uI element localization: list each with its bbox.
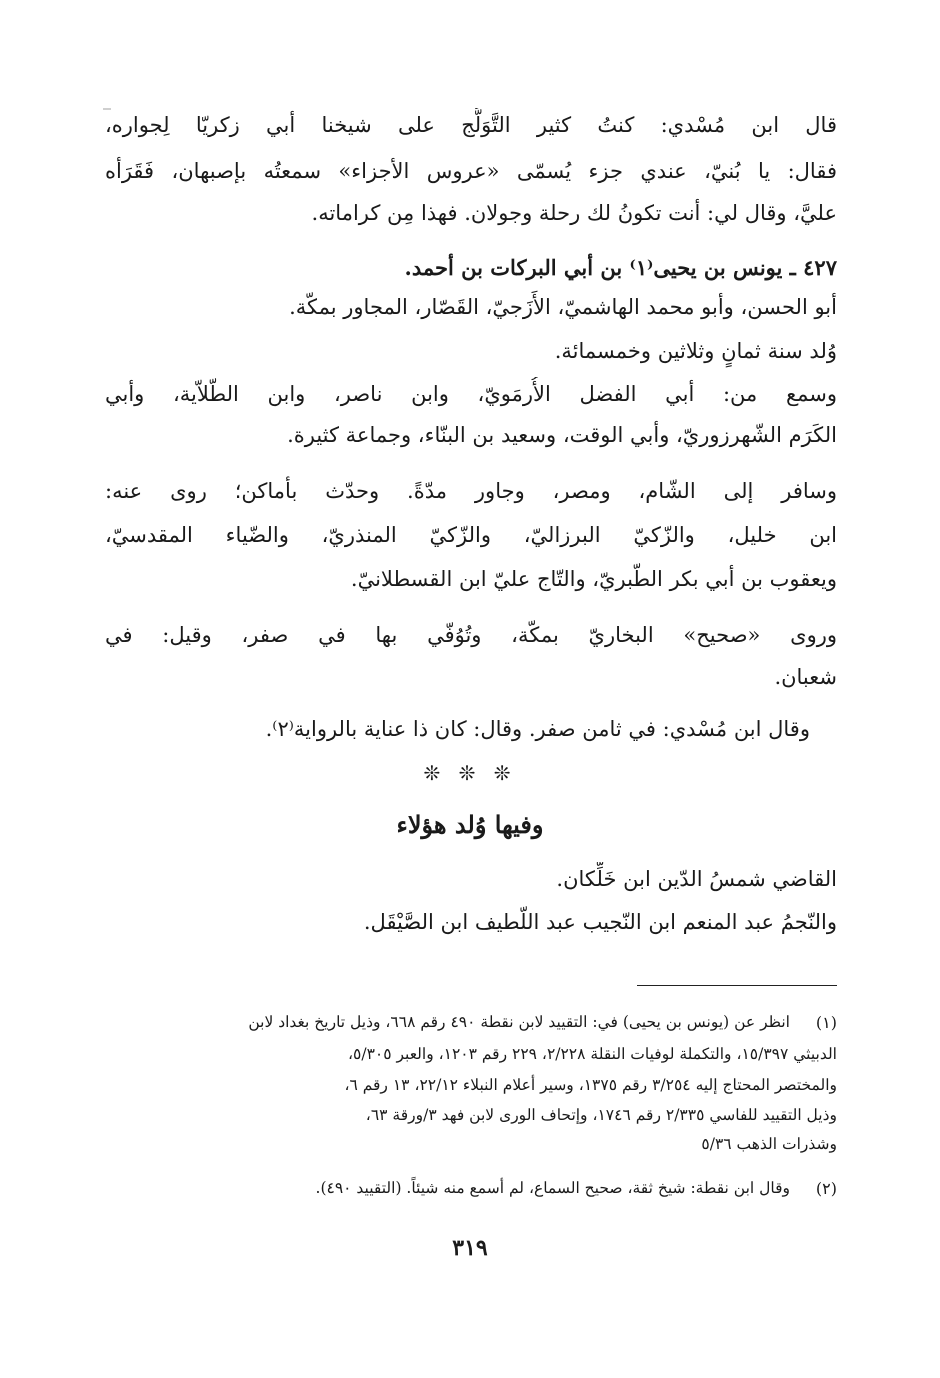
body-line-11: ويعقوب بن أبي بكر الطّبريّ، والتّاج عليّ ابن القسطلانيّ.	[350, 567, 837, 591]
footnote-1-line-2: الدبيثي ١٥/٣٩٧، والتكملة لوفيات النقلة ٢/٢٢٨، ٢٢٩ رقم ١٢٠٣، والعبر ٥/٣٠٥،	[348, 1045, 837, 1063]
body-line-5: أبو الحسن، وأبو محمد الهاشميّ، الأَزَجيّ، القَصّار، المجاور بمكّة.	[289, 295, 837, 319]
footnote-1-line-3: والمختصر المحتاج إليه ٣/٢٥٤ رقم ١٣٧٥، وسير أعلام النبلاء ٢٢/١٢، ١٣ رقم ٦،	[344, 1076, 837, 1094]
body-line-14: وقال ابن مُسْدي: في ثامن صفر. وقال: كان ذا عناية بالرواية⁽٢⁾.	[265, 717, 810, 741]
body-line-2: فقال: يا بُنيّ، عندي جزء يُسمّى «عروس الأجزاء» سمعتُه بإصبهان، فَقَرَأه	[105, 159, 837, 183]
entry-title: ٤٢٧ ـ يونس بن يحيى⁽١⁾ بن أبي البركات بن أحمد.	[404, 255, 837, 280]
footnote-2-number: (٢)	[815, 1179, 837, 1198]
body-line-9: وسافر إلى الشّام، ومصر، وجاور مدّةً. وحدّث بأماكن؛ روى عنه:	[105, 479, 837, 503]
body-line-3: عليَّ، وقال لي: أنت تكونُ لك رحلة وجولان. فهذا مِن كراماته.	[311, 201, 837, 225]
section-separator: ❊ ❊ ❊	[423, 761, 517, 785]
page-number: ٣١٩	[452, 1235, 488, 1261]
footnote-1-line-1: انظر عن (يونس بن يحيى) في: التقييد لابن نقطة ٤٩٠ رقم ٦٦٨، وذيل تاريخ بغداد لابن	[248, 1013, 790, 1031]
section-heading: وفيها وُلد هؤلاء	[396, 810, 544, 839]
body-line-7: وسمع من: أبي الفضل الأُرمَويّ، وابن ناصر، وابن الطّلاّية، وأبي	[105, 382, 837, 406]
footnote-1-line-4: وذيل التقييد للفاسي ٢/٣٣٥ رقم ١٧٤٦، وإتحاف الورى لابن فهد ٣/ورقة ٦٣،	[365, 1106, 837, 1124]
body-line-6: وُلد سنة ثمانٍ وثلاثين وخمسمائة.	[554, 339, 837, 363]
body-line-12: وروى «صحيح» البخاريّ بمكّة، وتُوُفّي بها في صفر، وقيل: في	[105, 623, 837, 647]
born-line-1: القاضي شمسُ الدّين ابن خَلِّكان.	[556, 867, 837, 891]
footnote-1-number: (١)	[815, 1013, 837, 1032]
body-line-8: الكَرَم الشّهرزوريّ، وأبي الوقت، وسعيد بن البنّاء، وجماعة كثيرة.	[287, 423, 837, 447]
body-line-1: قال ابن مُسْدي: كنتُ كثير التَّوَلُّج على شيخنا أبي زكريّا لِجواره،	[105, 113, 837, 137]
footnote-1-line-5: وشذرات الذهب ٥/٣٦	[701, 1135, 837, 1153]
born-line-2: والنّجمُ عبد المنعم ابن النّجيب عبد اللّطيف ابن الصَّيْقَل.	[363, 910, 837, 934]
body-line-10: ابن خليل، والزّكيّ البرزاليّ، والزّكيّ المنذريّ، والضّياء المقدسيّ،	[105, 523, 837, 547]
footnote-rule	[637, 985, 837, 986]
footnote-2-text: وقال ابن نقطة: شيخ ثقة، صحيح السماع، لم أسمع منه شيئاً. (التقييد ٤٩٠).	[315, 1179, 790, 1197]
body-line-13: شعبان.	[774, 665, 837, 689]
